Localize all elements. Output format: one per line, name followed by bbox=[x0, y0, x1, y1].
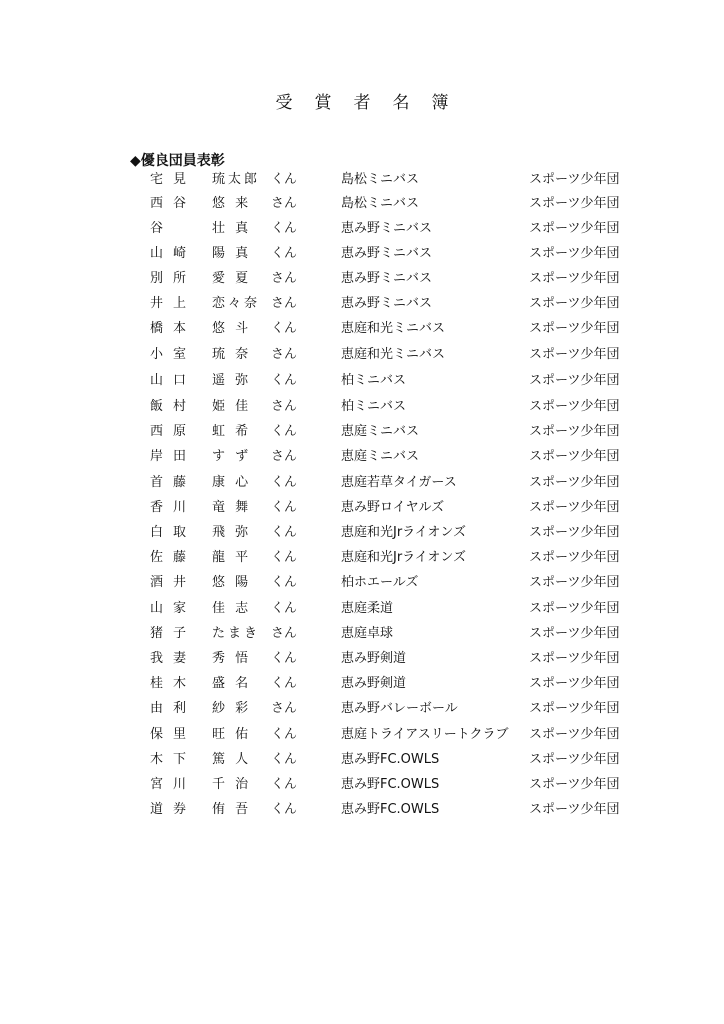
recipient-honorific: くん bbox=[271, 321, 298, 336]
organization-name: スポーツ少年団 bbox=[529, 221, 620, 236]
list-item bbox=[0, 317, 724, 341]
recipient-given-name: 悠 斗 bbox=[212, 321, 252, 336]
team-name: 恵庭和光ミニバス bbox=[341, 321, 446, 336]
team-name: 恵庭卓球 bbox=[341, 626, 394, 641]
team-name: 恵庭和光Jrライオンズ bbox=[341, 525, 467, 540]
list-item bbox=[0, 343, 724, 367]
team-name: 恵庭若草タイガース bbox=[341, 475, 457, 490]
organization-name: スポーツ少年団 bbox=[529, 475, 620, 490]
section-heading: ◆優良団員表彰 bbox=[130, 153, 225, 169]
recipient-honorific: くん bbox=[271, 777, 298, 792]
recipient-honorific: くん bbox=[271, 246, 298, 261]
recipient-given-name: 姫 佳 bbox=[212, 399, 252, 414]
organization-name: スポーツ少年団 bbox=[529, 676, 620, 691]
recipient-honorific: さん bbox=[271, 449, 298, 464]
list-item bbox=[0, 168, 724, 192]
list-item bbox=[0, 242, 724, 266]
recipient-surname: 酒井 bbox=[150, 575, 197, 590]
recipient-given-name: 壮 真 bbox=[212, 221, 252, 236]
recipient-honorific: さん bbox=[271, 626, 298, 641]
organization-name: スポーツ少年団 bbox=[529, 347, 620, 362]
organization-name: スポーツ少年団 bbox=[529, 449, 620, 464]
recipient-surname: 由利 bbox=[150, 701, 197, 716]
recipient-given-name: 康 心 bbox=[212, 475, 252, 490]
recipient-honorific: さん bbox=[271, 399, 298, 414]
recipient-honorific: くん bbox=[271, 550, 298, 565]
list-item bbox=[0, 369, 724, 393]
team-name: 恵庭柔道 bbox=[341, 601, 394, 616]
recipient-surname: 佐藤 bbox=[150, 550, 197, 565]
team-name: 恵み野ロイヤルズ bbox=[341, 500, 445, 515]
list-item bbox=[0, 192, 724, 216]
recipient-given-name: 恋々奈 bbox=[212, 296, 261, 311]
team-name: 恵み野FC.OWLS bbox=[341, 802, 440, 817]
recipient-surname: 道券 bbox=[150, 802, 197, 817]
team-name: 島松ミニバス bbox=[341, 172, 420, 187]
organization-name: スポーツ少年団 bbox=[529, 246, 620, 261]
list-item bbox=[0, 395, 724, 419]
organization-name: スポーツ少年団 bbox=[529, 601, 620, 616]
recipient-surname: 首藤 bbox=[150, 475, 197, 490]
recipient-honorific: さん bbox=[271, 701, 298, 716]
recipient-given-name: 琉 奈 bbox=[212, 347, 252, 362]
recipient-given-name: 悠 来 bbox=[212, 196, 252, 211]
recipient-given-name: す ず bbox=[212, 449, 252, 464]
list-item bbox=[0, 773, 724, 797]
team-name: 恵み野FC.OWLS bbox=[341, 777, 440, 792]
list-item bbox=[0, 622, 724, 646]
recipient-given-name: 虹 希 bbox=[212, 424, 252, 439]
team-name: 恵み野FC.OWLS bbox=[341, 752, 440, 767]
list-item bbox=[0, 647, 724, 671]
list-item bbox=[0, 292, 724, 316]
recipient-surname: 保里 bbox=[150, 727, 197, 742]
recipient-given-name: たまき bbox=[212, 626, 261, 641]
recipient-surname: 山崎 bbox=[150, 246, 197, 261]
team-name: 柏ミニバス bbox=[341, 399, 407, 414]
recipient-surname: 井上 bbox=[150, 296, 197, 311]
organization-name: スポーツ少年団 bbox=[529, 321, 620, 336]
recipient-honorific: くん bbox=[271, 575, 298, 590]
recipient-surname: 桂木 bbox=[150, 676, 197, 691]
recipient-surname: 小室 bbox=[150, 347, 197, 362]
recipient-honorific: くん bbox=[271, 651, 298, 666]
recipient-honorific: さん bbox=[271, 271, 298, 286]
organization-name: スポーツ少年団 bbox=[529, 373, 620, 388]
recipient-honorific: くん bbox=[271, 752, 298, 767]
recipient-honorific: くん bbox=[271, 424, 298, 439]
team-name: 恵庭和光ミニバス bbox=[341, 347, 446, 362]
recipient-given-name: 飛 弥 bbox=[212, 525, 252, 540]
list-item bbox=[0, 723, 724, 747]
recipient-given-name: 遥 弥 bbox=[212, 373, 252, 388]
list-item bbox=[0, 546, 724, 570]
organization-name: スポーツ少年団 bbox=[529, 424, 620, 439]
list-item bbox=[0, 496, 724, 520]
organization-name: スポーツ少年団 bbox=[529, 550, 620, 565]
recipient-surname: 橋本 bbox=[150, 321, 197, 336]
recipient-surname: 宮川 bbox=[150, 777, 197, 792]
recipient-surname: 山口 bbox=[150, 373, 197, 388]
recipient-honorific: くん bbox=[271, 727, 298, 742]
recipient-given-name: 龍 平 bbox=[212, 550, 252, 565]
recipient-given-name: 陽 真 bbox=[212, 246, 252, 261]
list-item bbox=[0, 597, 724, 621]
recipient-surname: 白取 bbox=[150, 525, 197, 540]
organization-name: スポーツ少年団 bbox=[529, 399, 620, 414]
document-title: 受賞者名簿 bbox=[275, 93, 471, 113]
organization-name: スポーツ少年団 bbox=[529, 172, 620, 187]
list-item bbox=[0, 267, 724, 291]
recipient-honorific: くん bbox=[271, 676, 298, 691]
recipient-given-name: 侑 吾 bbox=[212, 802, 252, 817]
recipient-surname: 別所 bbox=[150, 271, 197, 286]
organization-name: スポーツ少年団 bbox=[529, 500, 620, 515]
recipient-given-name: 愛 夏 bbox=[212, 271, 252, 286]
recipient-honorific: くん bbox=[271, 373, 298, 388]
list-item bbox=[0, 445, 724, 469]
organization-name: スポーツ少年団 bbox=[529, 802, 620, 817]
recipient-honorific: さん bbox=[271, 296, 298, 311]
list-item bbox=[0, 798, 724, 822]
list-item bbox=[0, 471, 724, 495]
team-name: 恵み野ミニバス bbox=[341, 296, 433, 311]
organization-name: スポーツ少年団 bbox=[529, 575, 620, 590]
list-item bbox=[0, 420, 724, 444]
organization-name: スポーツ少年団 bbox=[529, 525, 620, 540]
organization-name: スポーツ少年団 bbox=[529, 752, 620, 767]
team-name: 恵み野ミニバス bbox=[341, 271, 433, 286]
team-name: 恵庭ミニバス bbox=[341, 449, 420, 464]
list-item bbox=[0, 672, 724, 696]
organization-name: スポーツ少年団 bbox=[529, 271, 620, 286]
recipient-surname: 猪子 bbox=[150, 626, 197, 641]
recipient-honorific: くん bbox=[271, 601, 298, 616]
list-item bbox=[0, 748, 724, 772]
list-item bbox=[0, 521, 724, 545]
recipient-honorific: くん bbox=[271, 221, 298, 236]
recipient-surname: 香川 bbox=[150, 500, 197, 515]
recipient-surname: 西原 bbox=[150, 424, 197, 439]
recipient-surname: 西谷 bbox=[150, 196, 197, 211]
recipient-surname: 宅見 bbox=[150, 172, 197, 187]
recipient-surname: 岸田 bbox=[150, 449, 197, 464]
organization-name: スポーツ少年団 bbox=[529, 701, 620, 716]
recipient-honorific: くん bbox=[271, 475, 298, 490]
recipient-given-name: 千 治 bbox=[212, 777, 252, 792]
recipient-given-name: 篤 人 bbox=[212, 752, 252, 767]
team-name: 恵み野剣道 bbox=[341, 651, 407, 666]
organization-name: スポーツ少年団 bbox=[529, 651, 620, 666]
organization-name: スポーツ少年団 bbox=[529, 626, 620, 641]
recipient-honorific: くん bbox=[271, 172, 298, 187]
recipient-given-name: 悠 陽 bbox=[212, 575, 252, 590]
recipient-surname: 木下 bbox=[150, 752, 197, 767]
recipient-surname: 山家 bbox=[150, 601, 197, 616]
team-name: 柏ミニバス bbox=[341, 373, 407, 388]
team-name: 島松ミニバス bbox=[341, 196, 420, 211]
team-name: 恵み野ミニバス bbox=[341, 221, 433, 236]
team-name: 柏ホエールズ bbox=[341, 575, 419, 590]
organization-name: スポーツ少年団 bbox=[529, 727, 620, 742]
list-item bbox=[0, 697, 724, 721]
recipient-honorific: さん bbox=[271, 196, 298, 211]
recipient-given-name: 盛 名 bbox=[212, 676, 252, 691]
team-name: 恵庭トライアスリートクラブ bbox=[341, 727, 509, 742]
recipient-given-name: 竜 舞 bbox=[212, 500, 252, 515]
recipient-honorific: くん bbox=[271, 802, 298, 817]
recipient-given-name: 琉太郎 bbox=[212, 172, 261, 187]
recipient-given-name: 秀 悟 bbox=[212, 651, 252, 666]
recipient-surname: 谷 bbox=[150, 221, 174, 236]
recipient-given-name: 佳 志 bbox=[212, 601, 252, 616]
team-name: 恵み野剣道 bbox=[341, 676, 407, 691]
organization-name: スポーツ少年団 bbox=[529, 296, 620, 311]
team-name: 恵み野ミニバス bbox=[341, 246, 433, 261]
recipient-given-name: 紗 彩 bbox=[212, 701, 252, 716]
team-name: 恵庭ミニバス bbox=[341, 424, 420, 439]
recipient-given-name: 旺 佑 bbox=[212, 727, 252, 742]
team-name: 恵み野バレーボール bbox=[341, 701, 458, 716]
team-name: 恵庭和光Jrライオンズ bbox=[341, 550, 467, 565]
recipient-surname: 我妻 bbox=[150, 651, 197, 666]
recipient-honorific: くん bbox=[271, 525, 298, 540]
recipient-honorific: さん bbox=[271, 347, 298, 362]
list-item bbox=[0, 217, 724, 241]
recipient-surname: 飯村 bbox=[150, 399, 197, 414]
list-item bbox=[0, 571, 724, 595]
organization-name: スポーツ少年団 bbox=[529, 196, 620, 211]
organization-name: スポーツ少年団 bbox=[529, 777, 620, 792]
recipient-honorific: くん bbox=[271, 500, 298, 515]
